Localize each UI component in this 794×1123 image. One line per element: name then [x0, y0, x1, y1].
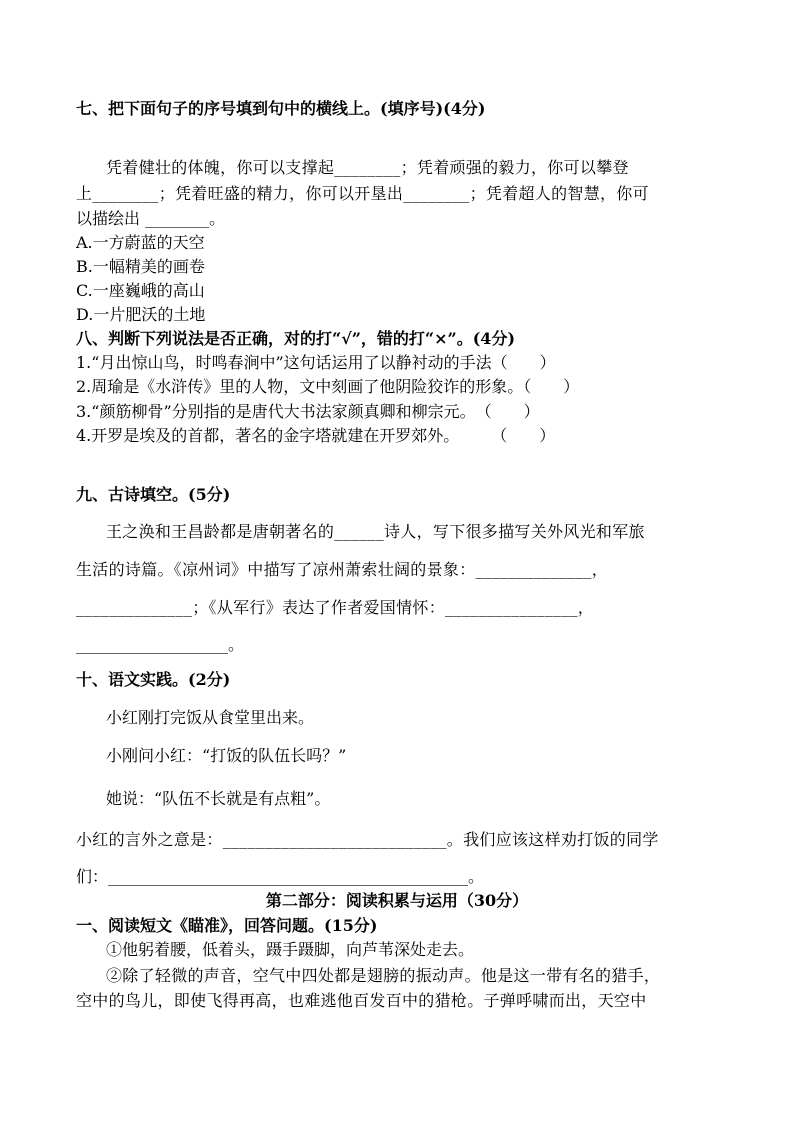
- section-7-paragraph-line3: 以描绘出 ________。: [76, 209, 226, 228]
- section-10-heading: 十、语文实践。(2分): [76, 670, 231, 689]
- judgement-item-4: 4.开罗是埃及的首都，著名的金字塔就建在开罗郊外。 （ ）: [76, 426, 556, 445]
- section-9-heading: 九、古诗填空。(5分): [76, 485, 231, 504]
- dialogue-line3: 她说：“队伍不长就是有点粗”。: [106, 789, 331, 808]
- passage-paragraph-1: ①他躬着腰，低着头，蹑手蹑脚，向芦苇深处走去。: [106, 940, 475, 959]
- section-7-paragraph-line2: 上________；凭着旺盛的精力，你可以开垦出________；凭着超人的智慧，你可: [76, 184, 649, 203]
- advice-line: 们：_____________________________________________。: [76, 867, 485, 886]
- reading-question-heading: 一、阅读短文《瞄准》，回答问题。(15分): [76, 916, 378, 935]
- option-b: B.一幅精美的画卷: [76, 257, 205, 276]
- section-9-line3: ______________；《从军行》表达了作者爱国情怀：________________，: [76, 598, 595, 617]
- section-8-heading: 八、判断下列说法是否正确，对的打“√”，错的打“×”。(4分): [76, 329, 516, 348]
- section-7-heading: 七、把下面句子的序号填到句中的横线上。(填序号)(4分): [76, 99, 486, 118]
- section-9-line2: 生活的诗篇。《凉州词》中描写了凉州萧索壮阔的景象：______________，: [76, 560, 609, 579]
- section-9-line4: ___________________。: [76, 635, 245, 654]
- passage-paragraph-2-line1: ②除了轻微的声音，空气中四处都是翅膀的振动声。他是这一带有名的猎手，: [106, 966, 661, 985]
- passage-paragraph-2-line2: 空中的鸟儿，即使飞得再高，也难逃他百发百中的猎枪。子弹呼啸而出，天空中: [76, 991, 647, 1010]
- section-7-paragraph-line1: 凭着健壮的体魄，你可以支撑起________；凭着顽强的毅力，你可以攀登: [106, 158, 629, 177]
- judgement-item-3: 3.“颜筋柳骨”分别指的是唐代大书法家颜真卿和柳宗元。 （ ）: [76, 402, 540, 421]
- implication-line: 小红的言外之意是：___________________________。我们应该这样劝打饭的同学: [76, 830, 659, 849]
- part-two-heading: 第二部分：阅读积累与运用（30分）: [265, 891, 529, 910]
- option-a: A.一方蔚蓝的天空: [76, 233, 205, 252]
- dialogue-line2: 小刚问小红：“打饭的队伍长吗？”: [106, 746, 347, 765]
- dialogue-line1: 小红刚打完饭从食堂里出来。: [106, 708, 315, 727]
- section-9-line1: 王之涣和王昌龄都是唐朝著名的______诗人，写下很多描写关外风光和军旅: [106, 522, 645, 541]
- option-c: C.一座巍峨的高山: [76, 281, 205, 300]
- option-d: D.一片肥沃的土地: [76, 305, 206, 324]
- judgement-item-2: 2.周瑜是《水浒传》里的人物，文中刻画了他阴险狡诈的形象。（ ）: [76, 377, 580, 396]
- judgement-item-1: 1.“月出惊山鸟，时鸣春涧中”这句话运用了以静衬动的手法（ ）: [76, 353, 556, 372]
